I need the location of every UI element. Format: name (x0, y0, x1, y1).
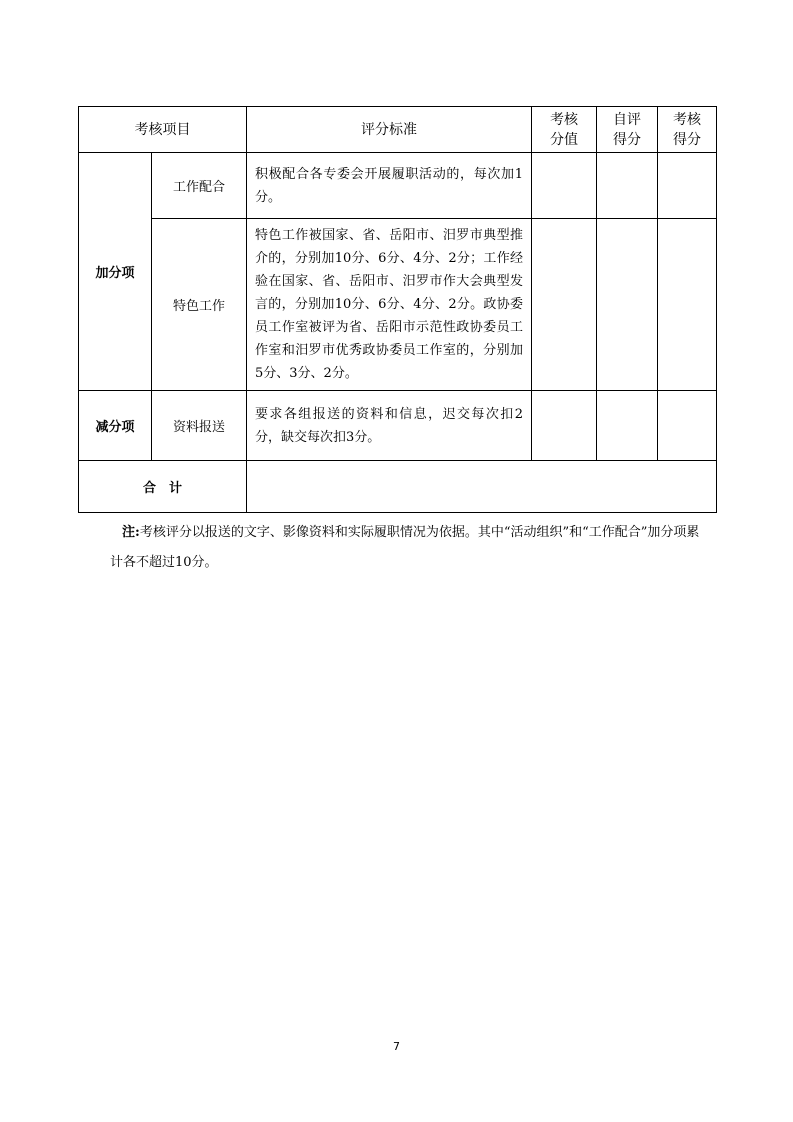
table-row (79, 219, 717, 391)
header-self-score (597, 107, 658, 153)
total-value-cell[interactable] (247, 461, 717, 513)
header-self-score-line1: 自评 (613, 111, 641, 128)
header-self-score-line2: 得分 (613, 131, 641, 148)
header-criteria: 评分标准 (247, 107, 532, 153)
total-row (79, 461, 717, 513)
exam-score-cell[interactable] (658, 219, 717, 391)
deduct-label: 减分项 (79, 391, 152, 461)
deduct-criteria: 要求各组报送的资料和信息，迟交每次扣2分，缺交每次扣3分。 (247, 391, 532, 461)
header-score-value (532, 107, 597, 153)
table-row (79, 391, 717, 461)
footnote-lead: 注: (122, 525, 140, 540)
score-value-cell[interactable] (532, 219, 597, 391)
exam-score-cell[interactable] (658, 391, 717, 461)
header-exam-score-line1: 考核 (673, 111, 701, 128)
bonus-sub-item: 特色工作 (152, 219, 247, 391)
bonus-label: 加分项 (79, 153, 152, 391)
bonus-criteria: 特色工作被国家、省、岳阳市、汨罗市典型推介的，分别加10分、6分、4分、2分；工作经验在国家、省、岳阳市、汨罗市作大会典型发言的，分别加10分、6分、4分、2分。政协委员工作室被评为省、岳阳市示范性政协委员工作室和汨罗市优秀政协委员工作室的，分别加5分、3分、2分。 (247, 219, 532, 391)
header-exam-score-line2: 得分 (673, 131, 701, 148)
self-score-cell[interactable] (597, 219, 658, 391)
scoring-table (78, 106, 717, 513)
header-score-value-line1: 考核 (550, 111, 578, 128)
footnote (110, 518, 700, 578)
self-score-cell[interactable] (597, 153, 658, 219)
footnote-text: 考核评分以报送的文字、影像资料和实际履职情况为依据。其中“活动组织”和“工作配合”加分项累计各不超过10分。 (110, 525, 700, 570)
page-number: 7 (393, 1040, 400, 1053)
bonus-sub-item: 工作配合 (152, 153, 247, 219)
score-value-cell[interactable] (532, 153, 597, 219)
self-score-cell[interactable] (597, 391, 658, 461)
header-score-value-line2: 分值 (550, 131, 578, 148)
header-exam-score (658, 107, 717, 153)
deduct-sub-item: 资料报送 (152, 391, 247, 461)
total-label: 合 计 (79, 461, 247, 513)
score-value-cell[interactable] (532, 391, 597, 461)
exam-score-cell[interactable] (658, 153, 717, 219)
header-item: 考核项目 (79, 107, 247, 153)
header-row (79, 107, 717, 153)
bonus-criteria: 积极配合各专委会开展履职活动的，每次加1分。 (247, 153, 532, 219)
table-row (79, 153, 717, 219)
